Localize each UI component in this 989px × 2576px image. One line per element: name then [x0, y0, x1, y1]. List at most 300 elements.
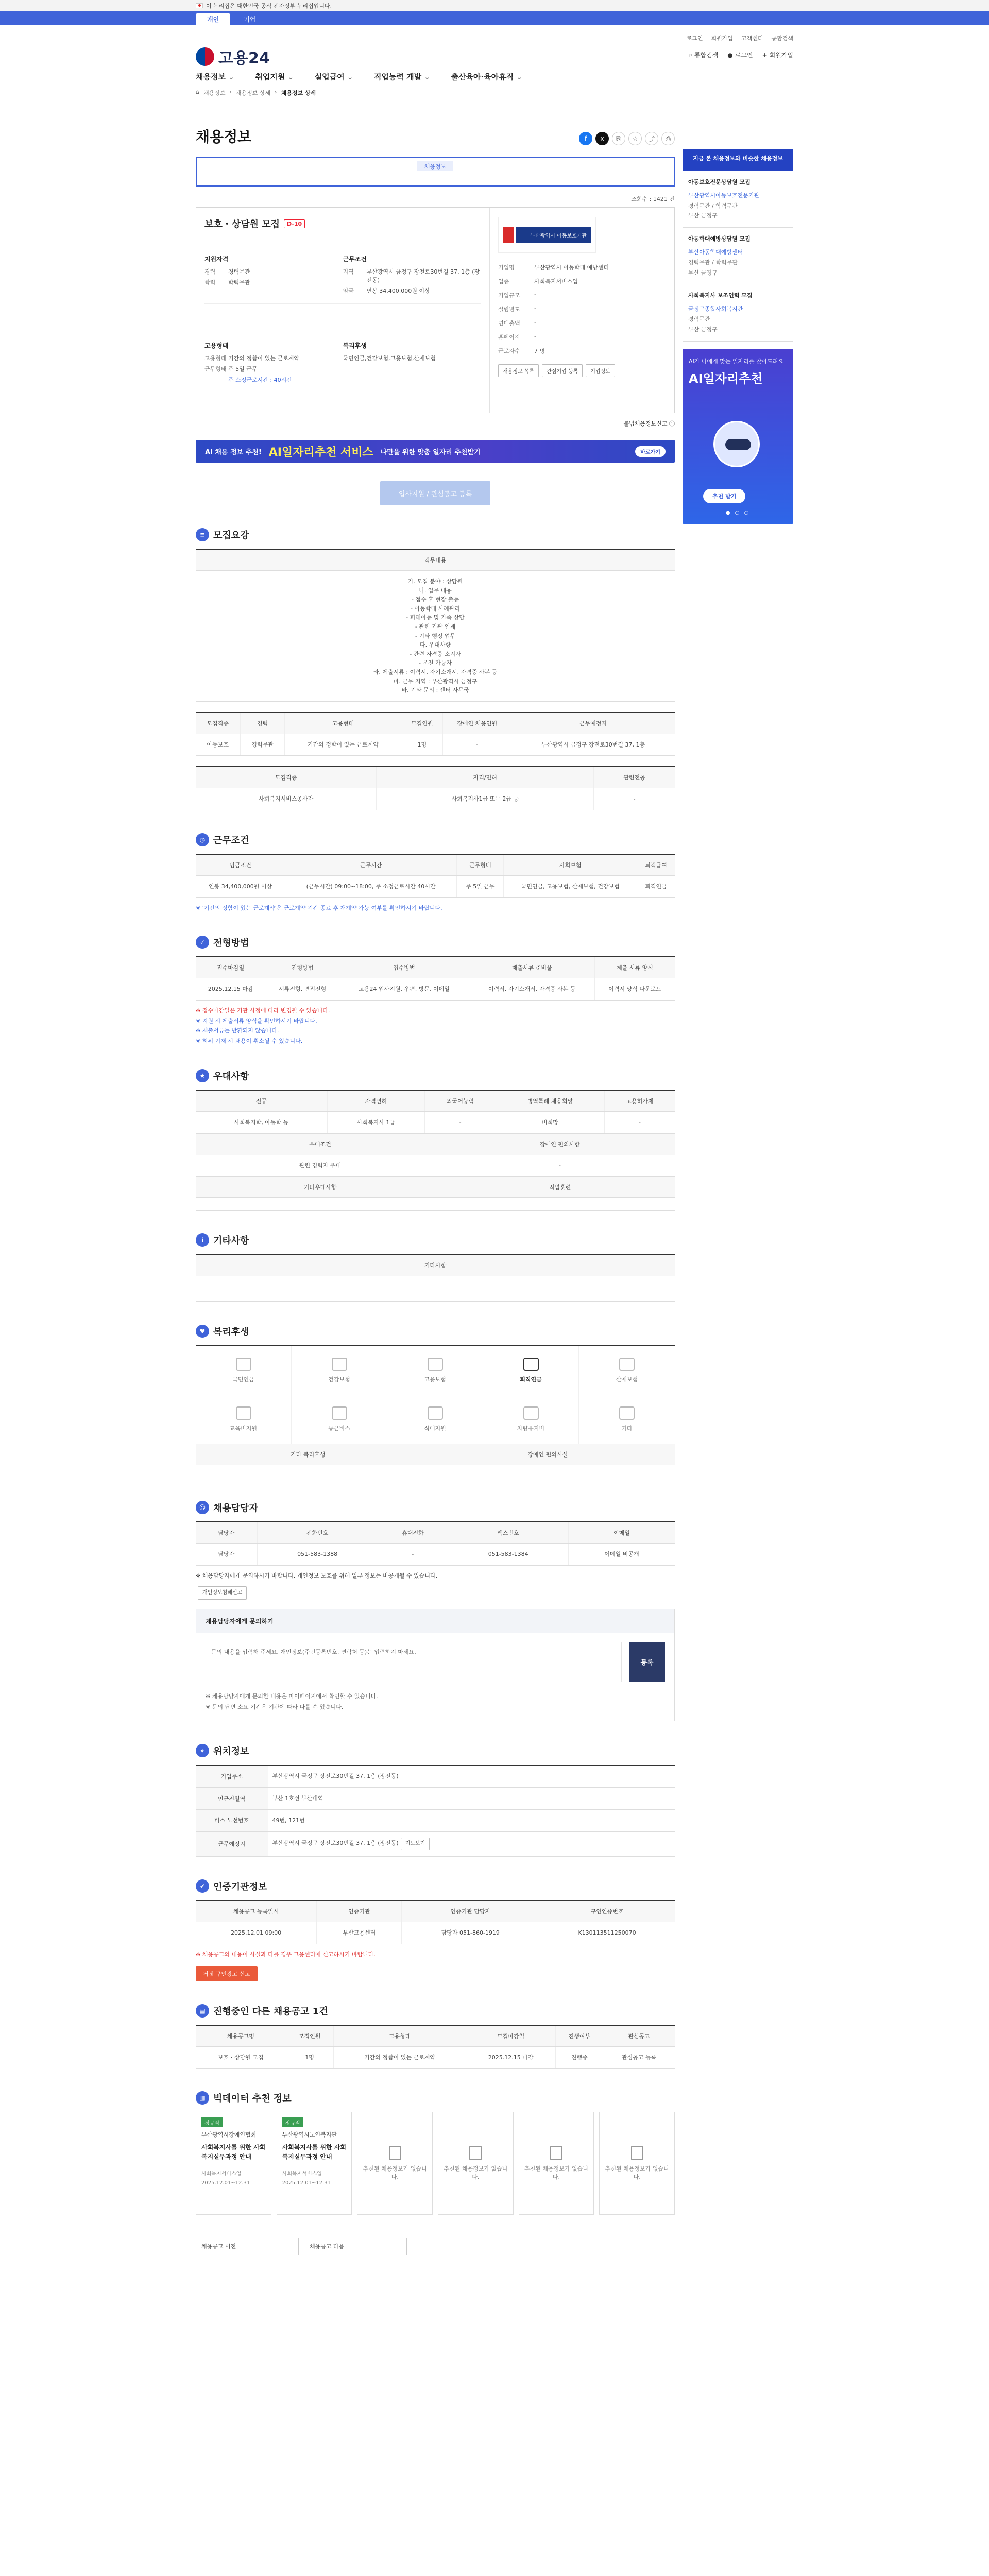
employment-type-cell	[204, 335, 343, 393]
company-value: 부산광역시 아동학대 예방센터	[534, 264, 609, 271]
company-rows	[498, 263, 666, 355]
employment-type-heading: 고용형태	[204, 342, 229, 349]
duty-line: - 관련 자격증 소지자	[410, 650, 461, 657]
selection-table	[196, 956, 675, 1001]
section-title	[196, 833, 675, 846]
location-value	[268, 1832, 675, 1857]
main-nav	[196, 71, 522, 82]
company-value: -	[534, 319, 536, 326]
cond-td-row	[196, 875, 675, 897]
section-title	[196, 1325, 675, 1338]
qual-td: 사회복지사1급 또는 2급 등	[377, 788, 594, 810]
privacy-report-button[interactable]: 개인정보침해신고	[198, 1586, 247, 1600]
notice-badge: 채용정보	[417, 161, 454, 171]
other-td: 보호・상담원 모집	[196, 2046, 286, 2069]
company-row	[498, 319, 666, 327]
contact-th: 이메일	[569, 1522, 675, 1544]
other-td: 1명	[286, 2046, 333, 2069]
company-value: -	[534, 291, 536, 298]
duty-line: 마. 근무 지역 : 부산광역시 금정구	[393, 677, 478, 685]
signup-button-label: 회원가입	[769, 52, 793, 59]
sidebar-job-line: 경력무관	[688, 315, 710, 323]
report-link[interactable]: 불법채용정보신고	[623, 420, 668, 427]
cert-th: 채용공고 등록일시	[196, 1901, 317, 1922]
prev-job-button[interactable]: 채용공고 이전	[196, 2238, 299, 2255]
utility-buttons	[689, 50, 793, 59]
sidebar-job-line: 금정구종합사회복지관	[688, 306, 743, 313]
section-title-text: 채용담당자	[213, 1503, 258, 1514]
pref3-th-row	[196, 1177, 675, 1198]
pref2-td-row	[196, 1155, 675, 1177]
company-key: 기업명	[498, 264, 515, 271]
other-td-row	[196, 2046, 675, 2069]
cond-td: 연봉 34,400,000원 이상	[196, 875, 285, 897]
info-circle-icon: i	[196, 1233, 209, 1247]
next-job-button[interactable]: 채용공고 다음	[304, 2238, 407, 2255]
login-button[interactable]	[727, 50, 753, 59]
req-row	[204, 267, 343, 276]
section-title-text: 빅데이터 추천 정보	[213, 2093, 292, 2105]
cond-row	[343, 267, 482, 284]
welfare-grid	[196, 1345, 675, 1444]
qual-th: 관련전공	[594, 767, 675, 788]
qual-td: -	[594, 788, 675, 810]
cert-th: 인증기관 담당자	[402, 1901, 539, 1922]
pref-td: 사회복지학, 아동학 등	[196, 1112, 327, 1134]
inquiry-submit-button[interactable]: 등록	[629, 1642, 665, 1682]
sidebar-job-title: 사회복지사 보조인력 모집	[688, 292, 753, 299]
section-location	[196, 1744, 675, 1857]
facebook-icon[interactable]: f	[579, 132, 592, 145]
req-key: 학력	[204, 279, 216, 286]
cond-th: 사회보험	[504, 854, 637, 876]
banner-left-text: AI 채용 정보 추천!	[205, 448, 262, 456]
cert-td: 담당자 051-860-1919	[402, 1922, 539, 1944]
welfare2-th-row	[196, 1444, 675, 1465]
ai-recommend-banner[interactable]	[196, 440, 675, 463]
sidebar-title: 지금 본 채용정보와 비슷한 채용정보	[683, 149, 793, 171]
company-key: 연매출액	[498, 320, 520, 327]
section-title	[196, 1744, 675, 1757]
sidebar	[683, 149, 793, 524]
duty-line: 다. 우대사항	[419, 641, 451, 649]
section-welfare	[196, 1325, 675, 1478]
contact-th-row	[196, 1522, 675, 1544]
signup-button[interactable]	[762, 50, 793, 59]
section-title-text: 인증기관정보	[213, 1882, 267, 1893]
contact-th: 팩스번호	[448, 1522, 569, 1544]
recruit-th: 근무예정지	[511, 713, 675, 734]
contact-th: 담당자	[196, 1522, 257, 1544]
welfare-row	[343, 354, 482, 362]
inquiry-textarea[interactable]: 문의 내용을 입력해 주세요. 개인정보(주민등록번호, 연락처 등)는 입력하지 마세요.	[206, 1642, 622, 1682]
notice-box	[196, 157, 675, 187]
cond-key: 지역	[343, 268, 354, 275]
search-icon: ⌕	[689, 51, 692, 58]
pin-icon: ⌖	[196, 1744, 209, 1757]
section-title	[196, 2004, 675, 2018]
util-link-signup[interactable]: 회원가입	[711, 35, 733, 42]
document-icon: ▤	[196, 2004, 209, 2018]
contact-table	[196, 1521, 675, 1566]
location-table	[196, 1765, 675, 1857]
contact-td: 이메일 비공개	[569, 1544, 675, 1566]
location-key: 기업주소	[196, 1765, 268, 1787]
section-preferences	[196, 1069, 675, 1211]
duty-line: - 운전 가능자	[418, 659, 452, 667]
breadcrumb-separator: ›	[229, 89, 232, 95]
recruit-td-row	[196, 734, 675, 756]
requirements-heading: 지원자격	[204, 256, 229, 263]
inquiry-foot-line: ※ 문의 답변 소요 기간은 기관에 따라 다를 수 있습니다.	[206, 1703, 344, 1710]
company-key: 근로자수	[498, 348, 520, 354]
sel-th: 전형방법	[266, 957, 339, 978]
other-th-row	[196, 2025, 675, 2047]
recommend-empty-text: 추천된 채용정보가 없습니다.	[605, 2165, 669, 2181]
sel-td: 이력서 양식 다운로드	[595, 978, 675, 1001]
welfare-label: 교육비지원	[229, 1425, 258, 1432]
req-value: 경력무관	[228, 268, 250, 275]
breadcrumb-item[interactable]: 채용정보 상세	[235, 90, 271, 96]
welfare2-td	[196, 1465, 420, 1478]
apply-wrap	[196, 481, 675, 505]
company-row	[498, 263, 666, 272]
company-row	[498, 291, 666, 299]
apply-button[interactable]: 입사지원 / 관심공고 등록	[380, 481, 490, 505]
welfare-item	[292, 1395, 387, 1444]
welfare-item	[387, 1395, 483, 1444]
welfare2-th: 기타 복리후생	[196, 1444, 420, 1465]
other-th: 관심공고	[603, 2025, 675, 2047]
selection-note: ※ 허위 기재 시 채용이 취소될 수 있습니다.	[196, 1038, 303, 1045]
robot-icon	[713, 421, 760, 467]
recruit-td: 아동보호	[196, 734, 240, 756]
person-add-icon: +	[762, 51, 768, 59]
breadcrumb-current: 채용정보 상세	[281, 90, 316, 96]
welfare-cell	[343, 335, 482, 393]
recruit-th: 장애인 채용인원	[443, 713, 511, 734]
section-requirements	[196, 528, 675, 810]
other-th: 고용형태	[333, 2025, 466, 2047]
req-row	[204, 278, 343, 286]
job-summary-left	[196, 208, 490, 413]
recommend-card[interactable]	[196, 2112, 271, 2215]
pref2-th: 우대조건	[196, 1134, 445, 1155]
job-title	[204, 217, 481, 230]
contact-td: -	[378, 1544, 448, 1566]
other-th: 모집인원	[286, 2025, 333, 2047]
pref-th: 전공	[196, 1090, 327, 1112]
cert-td: K130113511250070	[539, 1922, 675, 1944]
section-title-text: 우대사항	[213, 1071, 249, 1082]
recommend-card-empty	[357, 2112, 433, 2215]
user-icon: ●	[727, 51, 733, 59]
section-title	[196, 1233, 675, 1247]
recruit-td: -	[443, 734, 511, 756]
korea-flag-icon	[196, 3, 203, 8]
welfare2-td-row	[196, 1465, 675, 1478]
pref-th: 자격면허	[327, 1090, 425, 1112]
recommend-card[interactable]	[277, 2112, 352, 2215]
recruit-th: 모집직종	[196, 713, 240, 734]
welfare-benefit-icon	[619, 1358, 635, 1371]
other-td: 2025.12.15 마감	[466, 2046, 556, 2069]
qual-th: 자격/면허	[377, 767, 594, 788]
inquiry-foot	[196, 1691, 674, 1721]
sel-td-row	[196, 978, 675, 1001]
duty-header: 직무내용	[196, 549, 675, 571]
util-link-search[interactable]: 통합검색	[771, 35, 793, 42]
util-link-help[interactable]: 고객센터	[741, 35, 763, 42]
site-logo-text: 고용24	[218, 49, 270, 67]
welfare-benefit-icon	[332, 1406, 347, 1420]
document-icon	[389, 2146, 401, 2160]
sidebar-job-block[interactable]	[683, 284, 793, 341]
recommend-card-empty	[519, 2112, 594, 2215]
pref2-td: -	[445, 1155, 675, 1177]
location-row	[196, 1832, 675, 1857]
welfare-item	[196, 1346, 292, 1395]
login-button-label: 로그인	[735, 52, 753, 59]
document-icon	[469, 2146, 482, 2160]
recruit-th: 경력	[240, 713, 285, 734]
banner-right-text: 나만을 위한 맞춤 일자리 추천받기	[380, 448, 481, 456]
map-button[interactable]: 지도보기	[401, 1838, 430, 1850]
star-icon[interactable]: ☆	[628, 132, 642, 145]
company-logo-image: 부산광역시 아동보호기관	[503, 227, 591, 243]
section-etc	[196, 1233, 675, 1302]
search-button[interactable]	[689, 50, 718, 59]
section-title-text: 모집요강	[213, 530, 249, 541]
other-th: 진행여부	[556, 2025, 603, 2047]
contact-th: 휴대전화	[378, 1522, 448, 1544]
view-count: 조회수 : 1421 건	[631, 196, 675, 202]
welfare-value: 국민연금,건강보험,고용보험,산재보험	[343, 355, 436, 362]
section-title	[196, 936, 675, 949]
recommend-card-empty	[599, 2112, 675, 2215]
section-title	[196, 1879, 675, 1893]
other-th: 모집마감일	[466, 2025, 556, 2047]
share-icon[interactable]: ⤴	[645, 132, 658, 145]
company-value: 사회복지서비스업	[534, 278, 578, 285]
clock-icon: ◷	[196, 833, 209, 846]
welfare-extra-table	[196, 1444, 675, 1478]
welfare2-td	[420, 1465, 675, 1478]
welfare-heading: 복리후생	[343, 342, 367, 349]
sidebar-job-block[interactable]	[683, 171, 793, 228]
section-title-text: 근무조건	[213, 835, 249, 846]
breadcrumb-separator: ›	[275, 89, 277, 95]
site-logo[interactable]	[196, 45, 270, 68]
job-summary-card	[196, 207, 675, 413]
company-logo	[498, 217, 596, 253]
recommend-empty-text: 추천된 채용정보가 없습니다.	[524, 2165, 588, 2181]
welfare-item	[387, 1346, 483, 1395]
tab-company[interactable]: 기업	[244, 15, 256, 23]
pref3-td	[445, 1198, 675, 1211]
recruit-table	[196, 712, 675, 756]
sidebar-job-block[interactable]	[683, 228, 793, 284]
welfare-benefit-icon	[236, 1358, 251, 1371]
section-bigdata	[196, 2091, 675, 2215]
other-td: 관심공고 등록	[603, 2046, 675, 2069]
location-value	[268, 1809, 675, 1832]
section-title	[196, 528, 675, 541]
other-td: 기간의 정함이 있는 근로계약	[333, 2046, 466, 2069]
conditions-heading: 근무조건	[343, 256, 367, 263]
welfare-benefit-icon	[428, 1358, 443, 1371]
pref-th: 외국어능력	[425, 1090, 496, 1112]
false-ad-report-button[interactable]: 거짓 구인광고 신고	[196, 1966, 258, 1981]
type-value: 기간의 정함이 있는 근로계약	[228, 355, 300, 362]
recommend-tag: 정규직	[282, 2117, 303, 2127]
recommend-empty-text: 추천된 채용정보가 없습니다.	[363, 2165, 427, 2181]
welfare-benefit-icon	[428, 1406, 443, 1420]
welfare-item	[483, 1346, 579, 1395]
selection-note: ※ 접수마감일은 기관 사정에 따라 변경될 수 있습니다.	[196, 1007, 330, 1014]
recommend-grid	[196, 2112, 675, 2215]
contact-note	[196, 1571, 675, 1581]
nav-item-employment-support[interactable]: 취업지원 ⌄	[255, 71, 294, 82]
sel-th: 제출 서류 양식	[595, 957, 675, 978]
recommend-company: 부산광역시노인복지관	[282, 2131, 337, 2139]
person-icon: ☺	[196, 1501, 209, 1514]
cert-td-row	[196, 1922, 675, 1944]
preference-table-2	[196, 1134, 675, 1211]
check-icon: ✓	[196, 936, 209, 949]
cond-td: 주 5일 근무	[457, 875, 504, 897]
type-note: 주 소정근로시간 : 40시간	[228, 377, 292, 383]
sel-td: 2025.12.15 마감	[196, 978, 266, 1001]
welfare-item	[292, 1346, 387, 1395]
recommend-empty-text: 추천된 채용정보가 없습니다.	[444, 2165, 508, 2181]
job-pager	[196, 2238, 675, 2255]
sidebar-ai-banner[interactable]	[683, 349, 793, 524]
link-copy-icon[interactable]: ⎘	[612, 132, 625, 145]
spacer	[204, 376, 228, 384]
location-key: 인근전철역	[196, 1788, 268, 1810]
pref3-td	[196, 1198, 445, 1211]
recruit-td: 기간의 정함이 있는 근로계약	[285, 734, 401, 756]
gift-icon: ♥	[196, 1325, 209, 1338]
tab-personal[interactable]: 개인	[196, 13, 230, 25]
duty-line: - 아동학대 사례관리	[411, 605, 460, 612]
sidebar-job-line: 경력무관 / 학력무관	[688, 202, 738, 209]
dday-badge: D-10	[284, 219, 305, 228]
selection-notes	[196, 1006, 675, 1046]
favorite-company-button[interactable]: 관심기업 등록	[542, 364, 583, 377]
nav-item-jobs[interactable]: 채용정보 ⌄	[196, 71, 234, 82]
pref-td: -	[425, 1112, 496, 1134]
section-title	[196, 1069, 675, 1082]
section-title	[196, 2091, 675, 2105]
selection-note: ※ 제출서류는 반환되지 않습니다.	[196, 1027, 279, 1035]
cond-value: 부산광역시 금정구 장전로30번길 37, 1층 (장전동)	[366, 268, 480, 283]
requirements-cell	[204, 248, 343, 304]
recommend-sub: 사회복지서비스업 2025.12.01~12.31	[282, 2171, 331, 2187]
cond-key: 임금	[343, 287, 354, 294]
recruit-td: 부산광역시 금정구 장전로30번길 37, 1층	[511, 734, 675, 756]
location-key: 버스 노선번호	[196, 1809, 268, 1832]
util-link-login[interactable]: 로그인	[686, 35, 703, 42]
welfare-label: 기타	[621, 1425, 633, 1432]
welfare-benefit-icon	[523, 1406, 539, 1420]
document-icon	[550, 2146, 562, 2160]
nav-item-training[interactable]: 직업능력 개발 ⌄	[374, 71, 431, 82]
sidebar-banner-big: AI일자리추천	[689, 371, 763, 386]
carousel-dots[interactable]: ● ○ ○	[725, 510, 751, 516]
recruit-td: 1명	[401, 734, 443, 756]
company-key: 업종	[498, 278, 509, 285]
nav-item-unemployment-benefit[interactable]: 실업급여 ⌄	[315, 71, 353, 82]
recommend-title: 사회복지사를 위한 사회복지실무과정 안내	[282, 2144, 346, 2161]
job-info-grid	[204, 248, 481, 393]
contact-td: 051-583-1388	[257, 1544, 378, 1566]
section-other-jobs	[196, 2004, 675, 2069]
twitter-icon[interactable]: x	[595, 132, 609, 145]
certification-note-text: ※ 채용공고의 내용이 사실과 다를 경우 고용센터에 신고하시기 바랍니다.	[196, 1951, 376, 1958]
welfare-benefit-icon	[236, 1406, 251, 1420]
qualification-table	[196, 766, 675, 810]
type-note-row	[204, 376, 343, 384]
cert-th: 구인인증번호	[539, 1901, 675, 1922]
breadcrumb-item[interactable]: 채용정보	[203, 90, 226, 96]
sidebar-banner-button[interactable]: 추천 받기	[703, 489, 745, 503]
pref-th-row	[196, 1090, 675, 1112]
nav-item-parental-leave[interactable]: 출산육아·육아휴직 ⌄	[451, 71, 522, 82]
print-icon[interactable]: ⎙	[661, 132, 675, 145]
job-list-button[interactable]: 채용정보 목록	[498, 364, 539, 377]
welfare-label: 통근버스	[328, 1425, 350, 1432]
section-title	[196, 1501, 675, 1514]
taegeuk-logo-icon	[196, 47, 214, 66]
location-key: 근무예정지	[196, 1832, 268, 1857]
cond-th: 퇴직급여	[637, 854, 675, 876]
sidebar-job-title: 아동보호전문상담원 모집	[688, 179, 751, 185]
welfare-item	[579, 1395, 675, 1444]
breadcrumb-home-icon[interactable]: ⌂	[196, 89, 199, 95]
other-jobs-table	[196, 2025, 675, 2069]
pref-th: 고용허가제	[604, 1090, 675, 1112]
banner-go-button[interactable]: 바로가기	[635, 446, 666, 457]
duty-line: 나. 업무 내용	[419, 587, 452, 594]
cond-th: 근무시간	[285, 854, 457, 876]
duty-line: - 피해아동 및 가족 상담	[406, 614, 465, 621]
banner-big-text: AI일자리추천 서비스	[268, 446, 373, 459]
welfare-item	[196, 1395, 292, 1444]
sel-td: 고용24 입사지원, 우편, 방문, 이메일	[339, 978, 469, 1001]
sel-th: 접수마감일	[196, 957, 266, 978]
other-th: 채용공고명	[196, 2025, 286, 2047]
sel-th-row	[196, 957, 675, 978]
site-header	[0, 25, 989, 81]
welfare-label: 산재보험	[616, 1376, 638, 1383]
section-certification	[196, 1879, 675, 1981]
company-row	[498, 333, 666, 341]
company-value: -	[534, 305, 536, 312]
company-info-button[interactable]: 기업정보	[586, 364, 615, 377]
company-row	[498, 277, 666, 285]
inquiry-head: 채용담당자에게 문의하기	[196, 1609, 674, 1633]
etc-table	[196, 1254, 675, 1302]
duty-line: - 접수 후 현장 출동	[411, 596, 459, 603]
duty-line: 바. 기타 문의 : 센터 사무국	[401, 687, 469, 694]
req-value: 학력무관	[228, 279, 250, 286]
company-value: 7 명	[534, 348, 545, 354]
recommend-card-empty	[438, 2112, 514, 2215]
welfare-benefit-icon	[332, 1358, 347, 1371]
pref-td-row	[196, 1112, 675, 1134]
